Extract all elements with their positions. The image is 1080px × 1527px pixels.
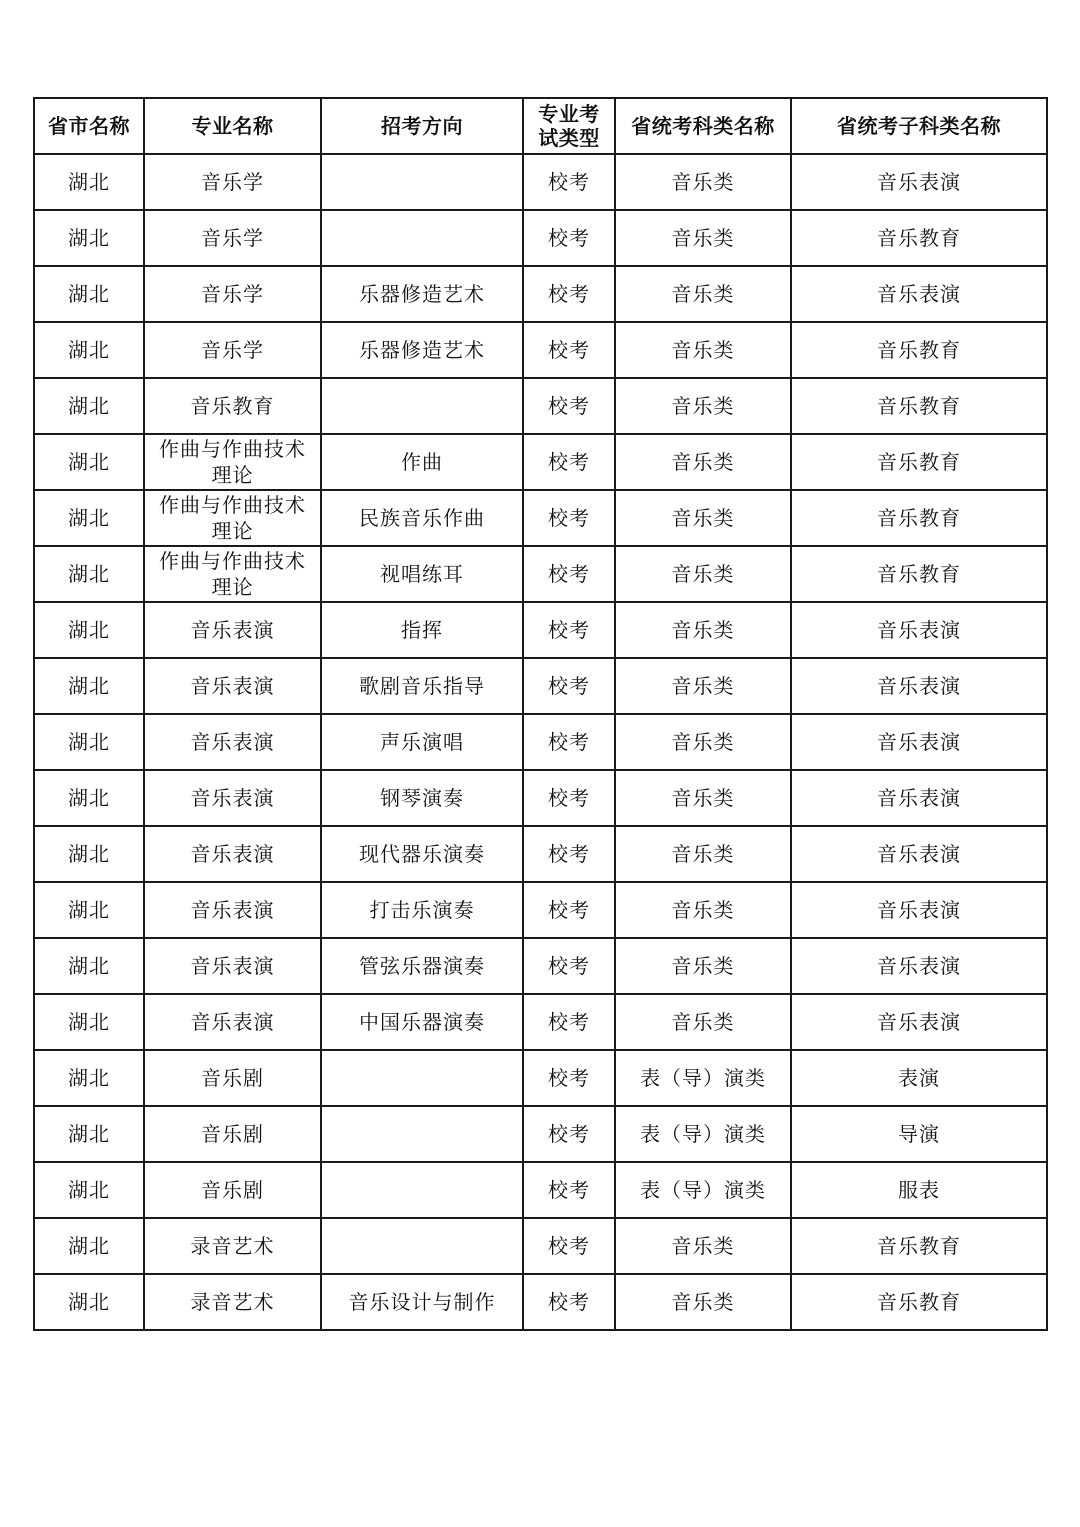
- table-row: [34, 154, 1047, 210]
- table-row: [34, 882, 1047, 938]
- cell-subcategory: 音乐教育: [791, 1218, 1047, 1274]
- cell-subcategory: 音乐表演: [791, 994, 1047, 1050]
- cell-category: 音乐类: [615, 1274, 791, 1330]
- cell-subcategory: 音乐表演: [791, 658, 1047, 714]
- cell-category: 音乐类: [615, 322, 791, 378]
- cell-province: 湖北: [34, 1162, 144, 1218]
- cell-subcategory: 音乐表演: [791, 266, 1047, 322]
- cell-province: 湖北: [34, 266, 144, 322]
- table-row: [34, 938, 1047, 994]
- cell-exam-type: 校考: [523, 210, 615, 266]
- cell-province: 湖北: [34, 714, 144, 770]
- cell-direction: 乐器修造艺术: [321, 266, 523, 322]
- cell-category: 音乐类: [615, 826, 791, 882]
- header-direction: 招考方向: [321, 98, 523, 154]
- cell-subcategory: 音乐表演: [791, 826, 1047, 882]
- cell-category: 音乐类: [615, 210, 791, 266]
- table-row: [34, 994, 1047, 1050]
- cell-direction: 民族音乐作曲: [321, 490, 523, 546]
- cell-exam-type: 校考: [523, 882, 615, 938]
- cell-major: 音乐表演: [144, 994, 321, 1050]
- cell-category: 表（导）演类: [615, 1050, 791, 1106]
- cell-major: 音乐教育: [144, 378, 321, 434]
- table-row: [34, 1106, 1047, 1162]
- table-row: [34, 714, 1047, 770]
- cell-direction: [321, 1106, 523, 1162]
- table-row: [34, 1162, 1047, 1218]
- cell-major: 音乐表演: [144, 770, 321, 826]
- cell-exam-type: 校考: [523, 826, 615, 882]
- table-header-row: [34, 98, 1047, 154]
- header-subcategory: 省统考子科类名称: [791, 98, 1047, 154]
- cell-direction: 钢琴演奏: [321, 770, 523, 826]
- cell-direction: [321, 1050, 523, 1106]
- cell-subcategory: 音乐教育: [791, 1274, 1047, 1330]
- cell-exam-type: 校考: [523, 658, 615, 714]
- cell-major: 音乐学: [144, 210, 321, 266]
- table-row: [34, 1218, 1047, 1274]
- cell-exam-type: 校考: [523, 434, 615, 490]
- cell-exam-type: 校考: [523, 1274, 615, 1330]
- cell-direction: 视唱练耳: [321, 546, 523, 602]
- header-category: 省统考科类名称: [615, 98, 791, 154]
- cell-province: 湖北: [34, 770, 144, 826]
- cell-direction: 管弦乐器演奏: [321, 938, 523, 994]
- cell-direction: 音乐设计与制作: [321, 1274, 523, 1330]
- cell-subcategory: 音乐表演: [791, 714, 1047, 770]
- header-province: 省市名称: [34, 98, 144, 154]
- cell-exam-type: 校考: [523, 546, 615, 602]
- cell-subcategory: 音乐表演: [791, 938, 1047, 994]
- cell-category: 音乐类: [615, 938, 791, 994]
- cell-province: 湖北: [34, 994, 144, 1050]
- cell-direction: [321, 154, 523, 210]
- cell-category: 表（导）演类: [615, 1106, 791, 1162]
- cell-category: 表（导）演类: [615, 1162, 791, 1218]
- cell-subcategory: 音乐表演: [791, 154, 1047, 210]
- cell-major: 音乐表演: [144, 826, 321, 882]
- cell-direction: 打击乐演奏: [321, 882, 523, 938]
- cell-subcategory: 音乐表演: [791, 770, 1047, 826]
- cell-subcategory: 音乐表演: [791, 882, 1047, 938]
- table-row: [34, 490, 1047, 546]
- cell-category: 音乐类: [615, 714, 791, 770]
- cell-subcategory: 导演: [791, 1106, 1047, 1162]
- header-exam-type: 专业考试类型: [523, 98, 615, 154]
- admissions-table: [33, 97, 1048, 1331]
- cell-exam-type: 校考: [523, 770, 615, 826]
- cell-category: 音乐类: [615, 490, 791, 546]
- cell-subcategory: 音乐教育: [791, 490, 1047, 546]
- cell-province: 湖北: [34, 378, 144, 434]
- cell-category: 音乐类: [615, 658, 791, 714]
- cell-category: 音乐类: [615, 546, 791, 602]
- cell-province: 湖北: [34, 434, 144, 490]
- cell-direction: 歌剧音乐指导: [321, 658, 523, 714]
- cell-major: 音乐表演: [144, 938, 321, 994]
- cell-category: 音乐类: [615, 602, 791, 658]
- cell-major: 音乐表演: [144, 882, 321, 938]
- cell-direction: 现代器乐演奏: [321, 826, 523, 882]
- cell-direction: 声乐演唱: [321, 714, 523, 770]
- cell-exam-type: 校考: [523, 1106, 615, 1162]
- cell-direction: [321, 378, 523, 434]
- cell-major: 音乐剧: [144, 1050, 321, 1106]
- cell-major: 作曲与作曲技术理论: [144, 546, 321, 602]
- cell-province: 湖北: [34, 826, 144, 882]
- cell-province: 湖北: [34, 1274, 144, 1330]
- cell-subcategory: 音乐表演: [791, 602, 1047, 658]
- cell-major: 作曲与作曲技术理论: [144, 490, 321, 546]
- cell-major: 录音艺术: [144, 1274, 321, 1330]
- cell-major: 音乐表演: [144, 714, 321, 770]
- cell-major: 作曲与作曲技术理论: [144, 434, 321, 490]
- cell-exam-type: 校考: [523, 1050, 615, 1106]
- cell-province: 湖北: [34, 882, 144, 938]
- cell-subcategory: 服表: [791, 1162, 1047, 1218]
- cell-exam-type: 校考: [523, 714, 615, 770]
- cell-province: 湖北: [34, 938, 144, 994]
- table-row: [34, 266, 1047, 322]
- cell-major: 音乐学: [144, 154, 321, 210]
- cell-province: 湖北: [34, 1218, 144, 1274]
- table-row: [34, 322, 1047, 378]
- cell-category: 音乐类: [615, 266, 791, 322]
- cell-category: 音乐类: [615, 1218, 791, 1274]
- cell-province: 湖北: [34, 658, 144, 714]
- cell-province: 湖北: [34, 490, 144, 546]
- cell-subcategory: 音乐教育: [791, 322, 1047, 378]
- table-row: [34, 658, 1047, 714]
- cell-major: 音乐学: [144, 322, 321, 378]
- cell-direction: 作曲: [321, 434, 523, 490]
- table-row: [34, 826, 1047, 882]
- table-row: [34, 770, 1047, 826]
- cell-direction: 中国乐器演奏: [321, 994, 523, 1050]
- cell-exam-type: 校考: [523, 602, 615, 658]
- table-row: [34, 546, 1047, 602]
- cell-category: 音乐类: [615, 434, 791, 490]
- table-row: [34, 210, 1047, 266]
- header-major: 专业名称: [144, 98, 321, 154]
- cell-direction: 乐器修造艺术: [321, 322, 523, 378]
- cell-subcategory: 音乐教育: [791, 546, 1047, 602]
- cell-direction: [321, 1218, 523, 1274]
- table-body: [34, 154, 1047, 1330]
- cell-exam-type: 校考: [523, 938, 615, 994]
- cell-major: 音乐表演: [144, 658, 321, 714]
- cell-category: 音乐类: [615, 994, 791, 1050]
- cell-subcategory: 音乐教育: [791, 378, 1047, 434]
- cell-exam-type: 校考: [523, 1218, 615, 1274]
- cell-exam-type: 校考: [523, 994, 615, 1050]
- cell-exam-type: 校考: [523, 266, 615, 322]
- table-row: [34, 434, 1047, 490]
- table-row: [34, 378, 1047, 434]
- cell-exam-type: 校考: [523, 322, 615, 378]
- cell-subcategory: 音乐教育: [791, 210, 1047, 266]
- cell-subcategory: 音乐教育: [791, 434, 1047, 490]
- cell-direction: [321, 1162, 523, 1218]
- cell-exam-type: 校考: [523, 154, 615, 210]
- cell-province: 湖北: [34, 1050, 144, 1106]
- cell-major: 音乐学: [144, 266, 321, 322]
- cell-province: 湖北: [34, 602, 144, 658]
- cell-province: 湖北: [34, 546, 144, 602]
- cell-major: 录音艺术: [144, 1218, 321, 1274]
- cell-subcategory: 表演: [791, 1050, 1047, 1106]
- cell-major: 音乐剧: [144, 1162, 321, 1218]
- cell-province: 湖北: [34, 154, 144, 210]
- cell-province: 湖北: [34, 210, 144, 266]
- table-row: [34, 1274, 1047, 1330]
- table-row: [34, 1050, 1047, 1106]
- cell-exam-type: 校考: [523, 490, 615, 546]
- cell-exam-type: 校考: [523, 378, 615, 434]
- cell-exam-type: 校考: [523, 1162, 615, 1218]
- table-row: [34, 602, 1047, 658]
- cell-category: 音乐类: [615, 154, 791, 210]
- cell-category: 音乐类: [615, 882, 791, 938]
- cell-direction: 指挥: [321, 602, 523, 658]
- cell-major: 音乐剧: [144, 1106, 321, 1162]
- cell-province: 湖北: [34, 322, 144, 378]
- cell-category: 音乐类: [615, 378, 791, 434]
- cell-direction: [321, 210, 523, 266]
- cell-province: 湖北: [34, 1106, 144, 1162]
- cell-category: 音乐类: [615, 770, 791, 826]
- cell-major: 音乐表演: [144, 602, 321, 658]
